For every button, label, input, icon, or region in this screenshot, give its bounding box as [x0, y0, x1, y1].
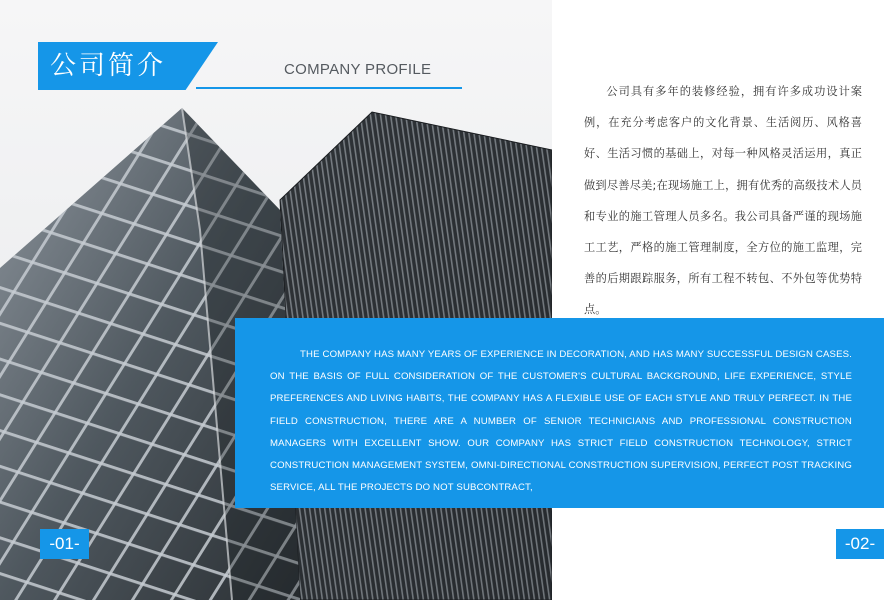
- english-intro-paragraph: THE COMPANY HAS MANY YEARS OF EXPERIENCE IN DECORATION, AND HAS MANY SUCCESSFUL DESIGN CASES. ON THE BASIS OF FULL CONSIDERATION OF THE CUSTOMER'S CULTURAL BACKGROUND, LIFE EXPERIENCE, STYLE PREFERENCES AND LIVING HABITS, THE COMPANY HAS A FLEXIBLE USE OF EACH STYLE AND TRULY PERFECT. IN THE FIELD CONSTRUCTION, THERE ARE A NUMBER OF SENIOR TECHNICIANS AND PROFESSIONAL CONSTRUCTION MANAGERS WITH EXCELLENT SHOW. OUR COMPANY HAS STRICT FIELD CONSTRUCTION TECHNOLOGY, STRICT CONSTRUCTION MANAGEMENT SYSTEM, OMNI-DIRECTIONAL CONSTRUCTION SUPERVISION, PERFECT POST TRACKING SERVICE, ALL THE PROJECTS DO NOT SUBCONTRACT,: [270, 349, 852, 494]
- page-number-left: -01-: [40, 529, 89, 559]
- page-subtitle: COMPANY PROFILE: [284, 61, 432, 78]
- page-title: 公司简介: [50, 51, 167, 81]
- chinese-intro-paragraph: 公司具有多年的装修经验，拥有许多成功设计案例，在充分考虑客户的文化背景、生活阅历、风格喜好、生活习惯的基础上，对每一种风格灵活运用，真正做到尽善尽美;在现场施工上，拥有优秀的高级技术人员和专业的施工管理人员多名。我公司具备严谨的现场施工工艺，严格的施工管理制度，全方位的施工监理，完善的后期跟踪服务，所有工程不转包、不外包等优势特点。: [584, 85, 862, 317]
- title-underline: [196, 87, 462, 89]
- page-number-right: -02-: [836, 529, 884, 559]
